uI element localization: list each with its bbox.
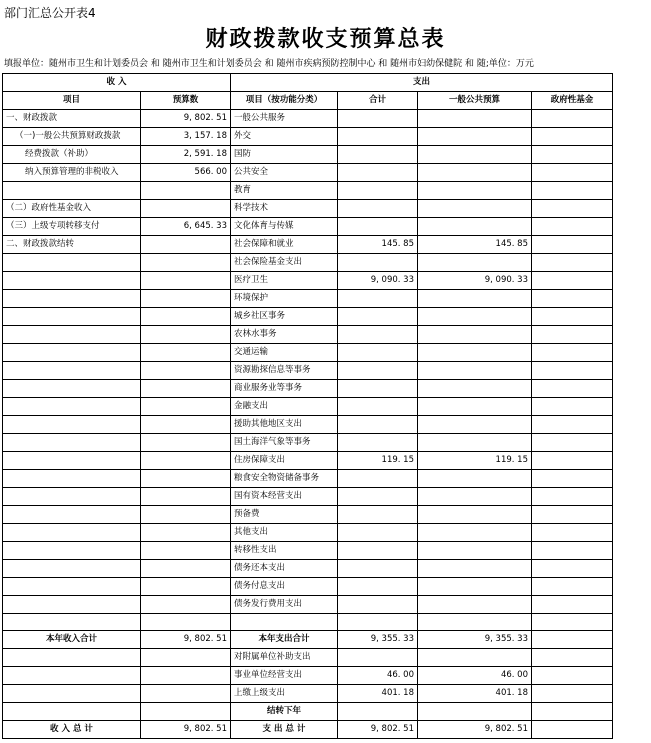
table-row: [3, 146, 613, 164]
expense-general-cell: 9, 355. 33: [418, 631, 532, 649]
expense-total-cell: 119. 15: [338, 452, 418, 470]
income-budget-cell: 9, 802. 51: [141, 721, 231, 739]
page-title: 财政拨款收支预算总表: [205, 26, 446, 52]
table-row: [3, 667, 613, 685]
income-item-cell: [3, 326, 141, 344]
item-func-header: 项目（按功能分类）: [231, 92, 338, 110]
expense-total-cell: [338, 254, 418, 272]
filler-unit-line: 填报单位：随州市卫生和计划委员会 和 随州市卫生和计划委员会 和 随州市疾病预防控制中心 和 随州市妇幼保健院 和 随;单位：万元: [4, 59, 534, 69]
expense-item-cell: 国土海洋气象等事务: [231, 434, 338, 452]
expense-total-cell: [338, 344, 418, 362]
income-item-cell: 收 入 总 计: [3, 721, 141, 739]
expense-item-cell: 社会保障和就业: [231, 236, 338, 254]
expense-general-cell: [418, 218, 532, 236]
expense-total-cell: [338, 398, 418, 416]
fund-header: 政府性基金: [532, 92, 613, 110]
expense-fund-cell: [532, 703, 613, 721]
expense-fund-cell: [532, 110, 613, 128]
header-row-group: [3, 74, 613, 92]
expense-total-cell: [338, 703, 418, 721]
income-budget-cell: [141, 344, 231, 362]
expense-general-cell: [418, 649, 532, 667]
table-row: [3, 236, 613, 254]
expense-fund-cell: [532, 236, 613, 254]
expense-total-cell: [338, 506, 418, 524]
expense-total-cell: [338, 218, 418, 236]
budget-table: [2, 73, 613, 739]
expense-item-cell: 粮食安全物资储备事务: [231, 470, 338, 488]
expense-item-cell: 医疗卫生: [231, 272, 338, 290]
income-budget-cell: [141, 398, 231, 416]
income-budget-cell: [141, 326, 231, 344]
expense-item-cell: 金融支出: [231, 398, 338, 416]
expense-item-cell: 事业单位经营支出: [231, 667, 338, 685]
income-budget-cell: [141, 488, 231, 506]
expense-total-cell: [338, 380, 418, 398]
budget-header: 预算数: [141, 92, 231, 110]
table-row: [3, 488, 613, 506]
income-item-cell: [3, 560, 141, 578]
expense-fund-cell: [532, 649, 613, 667]
item-header: 项目: [3, 92, 141, 110]
expense-item-cell: 预备费: [231, 506, 338, 524]
expense-fund-cell: [532, 667, 613, 685]
expense-total-cell: [338, 578, 418, 596]
income-budget-cell: 566. 00: [141, 164, 231, 182]
income-item-cell: [3, 470, 141, 488]
income-item-cell: [3, 685, 141, 703]
general-header: 一般公共预算: [418, 92, 532, 110]
expense-total-cell: [338, 326, 418, 344]
expense-total-cell: [338, 200, 418, 218]
expense-fund-cell: [532, 542, 613, 560]
income-budget-cell: 6, 645. 33: [141, 218, 231, 236]
header-row-columns: [3, 92, 613, 110]
income-budget-cell: [141, 416, 231, 434]
income-budget-cell: [141, 290, 231, 308]
expense-total-cell: [338, 434, 418, 452]
income-budget-cell: 2, 591. 18: [141, 146, 231, 164]
table-row: [3, 703, 613, 721]
expense-total-cell: [338, 308, 418, 326]
expense-total-cell: [338, 146, 418, 164]
expense-general-cell: [418, 380, 532, 398]
expense-general-cell: [418, 200, 532, 218]
income-budget-cell: 3, 157. 18: [141, 128, 231, 146]
expense-total-cell: [338, 649, 418, 667]
expense-item-cell: 债务发行费用支出: [231, 596, 338, 614]
table-row: [3, 182, 613, 200]
expense-general-cell: 46. 00: [418, 667, 532, 685]
income-budget-cell: [141, 308, 231, 326]
income-item-cell: [3, 398, 141, 416]
table-row: [3, 416, 613, 434]
income-budget-cell: [141, 254, 231, 272]
expense-general-cell: [418, 182, 532, 200]
income-item-cell: 本年收入合计: [3, 631, 141, 649]
expense-item-cell: 上缴上级支出: [231, 685, 338, 703]
table-row: [3, 110, 613, 128]
expense-total-cell: [338, 182, 418, 200]
expense-general-cell: [418, 326, 532, 344]
expense-item-cell: 公共安全: [231, 164, 338, 182]
table-row: [3, 254, 613, 272]
expense-fund-cell: [532, 254, 613, 272]
expense-total-cell: 145. 85: [338, 236, 418, 254]
expense-general-cell: [418, 110, 532, 128]
table-row: [3, 596, 613, 614]
expense-general-cell: [418, 560, 532, 578]
expense-general-cell: [418, 488, 532, 506]
expense-fund-cell: [532, 182, 613, 200]
expense-item-cell: 教育: [231, 182, 338, 200]
table-row: [3, 560, 613, 578]
income-item-cell: [3, 290, 141, 308]
expense-general-cell: [418, 614, 532, 631]
table-row: [3, 614, 613, 631]
expense-general-cell: [418, 398, 532, 416]
expense-fund-cell: [532, 200, 613, 218]
expense-item-cell: 商业服务业等事务: [231, 380, 338, 398]
expense-total-cell: 9, 355. 33: [338, 631, 418, 649]
income-item-cell: [3, 380, 141, 398]
expense-item-cell: [231, 614, 338, 631]
income-budget-cell: [141, 200, 231, 218]
expense-fund-cell: [532, 326, 613, 344]
expense-general-cell: 119. 15: [418, 452, 532, 470]
income-item-cell: 经费拨款（补助）: [3, 146, 141, 164]
expense-general-cell: [418, 344, 532, 362]
expense-item-cell: 农林水事务: [231, 326, 338, 344]
expense-total-cell: 9, 802. 51: [338, 721, 418, 739]
expense-fund-cell: [532, 128, 613, 146]
income-budget-cell: [141, 524, 231, 542]
expense-item-cell: 文化体育与传媒: [231, 218, 338, 236]
expense-header: 支出: [231, 74, 613, 92]
income-budget-cell: [141, 578, 231, 596]
income-budget-cell: [141, 434, 231, 452]
expense-fund-cell: [532, 434, 613, 452]
expense-item-cell: 债务付息支出: [231, 578, 338, 596]
expense-general-cell: [418, 146, 532, 164]
income-item-cell: [3, 614, 141, 631]
table-row: [3, 452, 613, 470]
table-row: [3, 649, 613, 667]
expense-item-cell: 环境保护: [231, 290, 338, 308]
expense-general-cell: 401. 18: [418, 685, 532, 703]
expense-fund-cell: [532, 344, 613, 362]
expense-total-cell: [338, 110, 418, 128]
expense-fund-cell: [532, 578, 613, 596]
table-row: [3, 685, 613, 703]
income-budget-cell: [141, 380, 231, 398]
expense-fund-cell: [532, 560, 613, 578]
table-row: [3, 290, 613, 308]
income-item-cell: [3, 434, 141, 452]
expense-fund-cell: [532, 488, 613, 506]
expense-item-cell: 支 出 总 计: [231, 721, 338, 739]
expense-total-cell: 401. 18: [338, 685, 418, 703]
expense-fund-cell: [532, 164, 613, 182]
income-item-cell: [3, 182, 141, 200]
expense-item-cell: 本年支出合计: [231, 631, 338, 649]
expense-general-cell: [418, 290, 532, 308]
expense-fund-cell: [532, 146, 613, 164]
table-row: [3, 524, 613, 542]
table-row: [3, 128, 613, 146]
expense-item-cell: 国防: [231, 146, 338, 164]
table-row: [3, 434, 613, 452]
table-row: [3, 398, 613, 416]
expense-general-cell: 9, 090. 33: [418, 272, 532, 290]
expense-general-cell: [418, 164, 532, 182]
table-row: [3, 344, 613, 362]
income-budget-cell: [141, 667, 231, 685]
expense-general-cell: [418, 416, 532, 434]
income-item-cell: [3, 272, 141, 290]
income-budget-cell: 9, 802. 51: [141, 631, 231, 649]
expense-general-cell: 145. 85: [418, 236, 532, 254]
income-budget-cell: [141, 614, 231, 631]
expense-fund-cell: [532, 398, 613, 416]
expense-fund-cell: [532, 470, 613, 488]
expense-item-cell: 债务还本支出: [231, 560, 338, 578]
expense-item-cell: 援助其他地区支出: [231, 416, 338, 434]
income-item-cell: [3, 254, 141, 272]
expense-total-cell: [338, 560, 418, 578]
expense-total-cell: [338, 542, 418, 560]
expense-item-cell: 转移性支出: [231, 542, 338, 560]
table-row: [3, 721, 613, 739]
income-item-cell: [3, 703, 141, 721]
expense-fund-cell: [532, 685, 613, 703]
expense-total-cell: [338, 128, 418, 146]
income-item-cell: [3, 344, 141, 362]
income-item-cell: [3, 667, 141, 685]
expense-total-cell: [338, 524, 418, 542]
expense-total-cell: 46. 00: [338, 667, 418, 685]
income-budget-cell: [141, 596, 231, 614]
table-row: [3, 200, 613, 218]
expense-item-cell: 国有资本经营支出: [231, 488, 338, 506]
income-budget-cell: [141, 182, 231, 200]
expense-general-cell: [418, 524, 532, 542]
total-header: 合计: [338, 92, 418, 110]
income-item-cell: 二、财政拨款结转: [3, 236, 141, 254]
expense-general-cell: [418, 578, 532, 596]
expense-total-cell: [338, 164, 418, 182]
expense-item-cell: 其他支出: [231, 524, 338, 542]
income-budget-cell: [141, 649, 231, 667]
table-row: [3, 578, 613, 596]
table-row: [3, 326, 613, 344]
expense-fund-cell: [532, 218, 613, 236]
income-item-cell: [3, 506, 141, 524]
expense-general-cell: [418, 254, 532, 272]
expense-total-cell: [338, 596, 418, 614]
income-item-cell: [3, 596, 141, 614]
expense-fund-cell: [532, 524, 613, 542]
expense-fund-cell: [532, 272, 613, 290]
expense-general-cell: [418, 128, 532, 146]
expense-general-cell: [418, 308, 532, 326]
expense-item-cell: 社会保险基金支出: [231, 254, 338, 272]
income-item-cell: [3, 308, 141, 326]
table-row: [3, 272, 613, 290]
income-budget-cell: [141, 362, 231, 380]
income-item-cell: 一、财政拨款: [3, 110, 141, 128]
income-budget-cell: [141, 506, 231, 524]
income-budget-cell: [141, 236, 231, 254]
income-item-cell: [3, 649, 141, 667]
expense-general-cell: [418, 542, 532, 560]
expense-fund-cell: [532, 506, 613, 524]
income-item-cell: （一)一般公共预算财政拨款: [3, 128, 141, 146]
table-row: [3, 506, 613, 524]
expense-item-cell: 城乡社区事务: [231, 308, 338, 326]
expense-fund-cell: [532, 362, 613, 380]
expense-total-cell: [338, 470, 418, 488]
income-item-cell: （三）上级专项转移支付: [3, 218, 141, 236]
income-budget-cell: [141, 272, 231, 290]
expense-fund-cell: [532, 631, 613, 649]
table-row: [3, 542, 613, 560]
income-item-cell: [3, 542, 141, 560]
expense-total-cell: [338, 290, 418, 308]
income-item-cell: （二）政府性基金收入: [3, 200, 141, 218]
expense-item-cell: 交通运输: [231, 344, 338, 362]
income-item-cell: [3, 416, 141, 434]
income-budget-cell: [141, 560, 231, 578]
expense-total-cell: [338, 416, 418, 434]
income-item-cell: [3, 488, 141, 506]
expense-fund-cell: [532, 290, 613, 308]
income-item-cell: [3, 362, 141, 380]
expense-item-cell: 一般公共服务: [231, 110, 338, 128]
expense-total-cell: [338, 488, 418, 506]
income-item-cell: [3, 524, 141, 542]
income-budget-cell: [141, 452, 231, 470]
expense-general-cell: 9, 802. 51: [418, 721, 532, 739]
expense-general-cell: [418, 434, 532, 452]
expense-general-cell: [418, 596, 532, 614]
table-row: [3, 631, 613, 649]
expense-item-cell: 住房保障支出: [231, 452, 338, 470]
expense-item-cell: 科学技术: [231, 200, 338, 218]
expense-fund-cell: [532, 416, 613, 434]
income-budget-cell: 9, 802. 51: [141, 110, 231, 128]
expense-fund-cell: [532, 452, 613, 470]
sheet-tag: 部门汇总公开表4: [4, 6, 96, 20]
table-row: [3, 218, 613, 236]
income-header: 收 入: [3, 74, 231, 92]
expense-total-cell: 9, 090. 33: [338, 272, 418, 290]
income-budget-cell: [141, 542, 231, 560]
expense-fund-cell: [532, 380, 613, 398]
expense-item-cell: 资源勘探信息等事务: [231, 362, 338, 380]
income-budget-cell: [141, 685, 231, 703]
table-row: [3, 380, 613, 398]
income-item-cell: [3, 452, 141, 470]
income-item-cell: 纳入预算管理的非税收入: [3, 164, 141, 182]
table-row: [3, 308, 613, 326]
table-row: [3, 362, 613, 380]
expense-general-cell: [418, 362, 532, 380]
expense-general-cell: [418, 470, 532, 488]
table-row: [3, 164, 613, 182]
expense-fund-cell: [532, 721, 613, 739]
expense-total-cell: [338, 614, 418, 631]
income-budget-cell: [141, 703, 231, 721]
income-budget-cell: [141, 470, 231, 488]
expense-total-cell: [338, 362, 418, 380]
expense-item-cell: 外交: [231, 128, 338, 146]
expense-fund-cell: [532, 614, 613, 631]
expense-general-cell: [418, 506, 532, 524]
expense-general-cell: [418, 703, 532, 721]
expense-fund-cell: [532, 596, 613, 614]
income-item-cell: [3, 578, 141, 596]
table-row: [3, 470, 613, 488]
expense-item-cell: 对附属单位补助支出: [231, 649, 338, 667]
expense-item-cell: 结转下年: [231, 703, 338, 721]
expense-fund-cell: [532, 308, 613, 326]
